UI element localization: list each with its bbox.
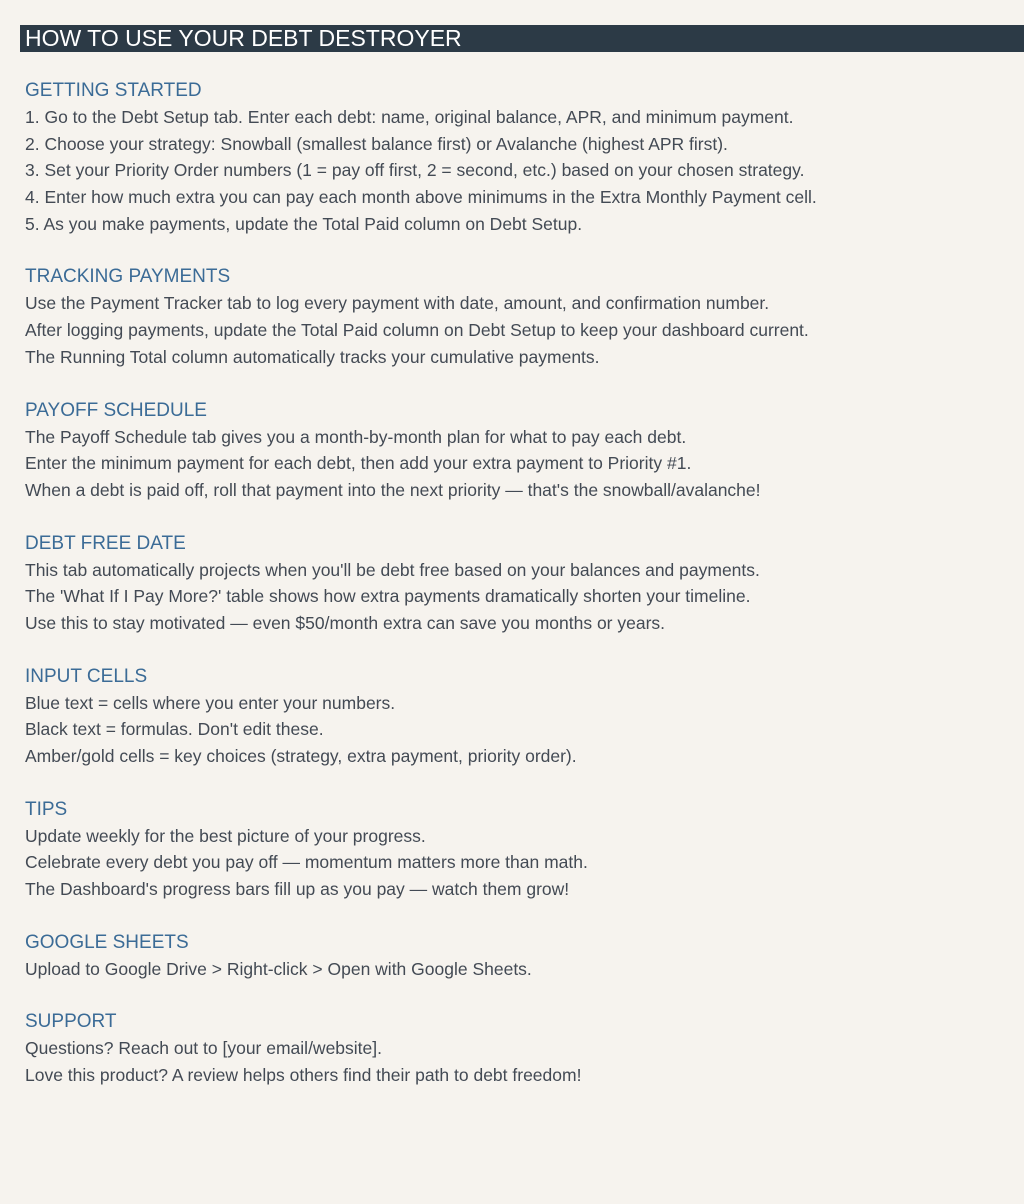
instruction-line: Love this product? A review helps others find their path to debt freedom! (25, 1065, 582, 1086)
instruction-line: The Payoff Schedule tab gives you a month-by-month plan for what to pay each debt. (25, 426, 687, 447)
section-tips (25, 797, 1015, 903)
section-getting-started (25, 78, 1015, 237)
section-input-cells (25, 664, 1015, 770)
instruction-line: Upload to Google Drive > Right-click > Open with Google Sheets. (25, 958, 532, 979)
instruction-line: The Dashboard's progress bars fill up as you pay — watch them grow! (25, 879, 570, 900)
section-heading: GOOGLE SHEETS (25, 931, 189, 953)
section-heading: DEBT FREE DATE (25, 532, 186, 554)
instruction-line: Black text = formulas. Don't edit these. (25, 719, 324, 740)
instruction-line: Enter the minimum payment for each debt, then add your extra payment to Priority #1. (25, 453, 692, 474)
section-payoff-schedule (25, 398, 1015, 504)
instruction-line: Update weekly for the best picture of your progress. (25, 825, 426, 846)
instruction-line: 3. Set your Priority Order numbers (1 = pay off first, 2 = second, etc.) based on your chosen strategy. (25, 160, 805, 181)
instruction-line: The Running Total column automatically tracks your cumulative payments. (25, 346, 600, 367)
section-heading: PAYOFF SCHEDULE (25, 399, 207, 421)
instruction-line: 2. Choose your strategy: Snowball (smallest balance first) or Avalanche (highest APR first). (25, 133, 728, 154)
section-heading: TIPS (25, 798, 68, 820)
title-bar (20, 25, 1024, 52)
instructions-content (25, 78, 1015, 1116)
instruction-line: 5. As you make payments, update the Total Paid column on Debt Setup. (25, 213, 583, 234)
section-google-sheets (25, 930, 1015, 983)
instruction-line: This tab automatically projects when you'll be debt free based on your balances and payments. (25, 559, 760, 580)
instruction-line: 4. Enter how much extra you can pay each month above minimums in the Extra Monthly Payment cell. (25, 187, 817, 208)
instruction-line: 1. Go to the Debt Setup tab. Enter each debt: name, original balance, APR, and minimum payment. (25, 107, 794, 127)
section-tracking-payments (25, 264, 1015, 370)
section-heading: SUPPORT (25, 1011, 117, 1033)
instruction-line: The 'What If I Pay More?' table shows how extra payments dramatically shorten your timeline. (25, 586, 751, 607)
instruction-line: When a debt is paid off, roll that payment into the next priority — that's the snowball/avalanche! (25, 479, 761, 500)
section-heading: INPUT CELLS (25, 665, 148, 687)
instruction-line: After logging payments, update the Total Paid column on Debt Setup to keep your dashboard current. (25, 320, 809, 341)
section-heading: TRACKING PAYMENTS (25, 266, 231, 288)
instruction-line: Blue text = cells where you enter your numbers. (25, 692, 396, 713)
section-debt-free-date (25, 531, 1015, 637)
instruction-line: Use this to stay motivated — even $50/month extra can save you months or years. (25, 612, 666, 633)
instruction-line: Amber/gold cells = key choices (strategy, extra payment, priority order). (25, 746, 577, 766)
section-support (25, 1009, 1015, 1088)
section-heading: GETTING STARTED (25, 80, 202, 101)
instruction-line: Questions? Reach out to [your email/website]. (25, 1038, 382, 1059)
instruction-line: Use the Payment Tracker tab to log every payment with date, amount, and confirmation number. (25, 293, 770, 314)
instruction-line: Celebrate every debt you pay off — momentum matters more than math. (25, 852, 588, 873)
page-title: HOW TO USE YOUR DEBT DESTROYER (25, 25, 462, 51)
